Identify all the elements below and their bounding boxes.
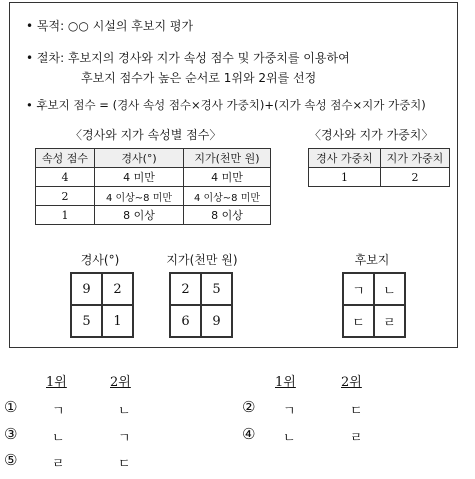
grid-cell: 5 bbox=[201, 273, 232, 305]
answer-header-first-left: 1위 bbox=[46, 375, 67, 390]
option-number: ① bbox=[4, 398, 18, 416]
weight-cell-price: 2 bbox=[381, 168, 450, 187]
grid-cell: ㄷ bbox=[343, 305, 374, 337]
weight-header-slope: 경사 가중치 bbox=[309, 149, 381, 168]
procedure-line-1: • 절차: 후보지의 경사와 지가 속성 점수 및 가중치를 이용하여 bbox=[26, 51, 350, 65]
option-number: ③ bbox=[4, 425, 18, 443]
answer-header-second-right: 2위 bbox=[341, 375, 362, 390]
grid-cell: 1 bbox=[102, 305, 133, 337]
option-second: ㄴ bbox=[118, 404, 131, 419]
grid-cell: ㄹ bbox=[374, 305, 405, 337]
score-cell: 4 미만 bbox=[184, 168, 271, 187]
score-header-price: 지가(천만 원) bbox=[184, 149, 271, 168]
option-number: ④ bbox=[242, 425, 256, 443]
site-grid-label: 후보지 bbox=[354, 253, 390, 267]
formula-line: • 후보지 점수 = (경사 속성 점수×경사 가중치)+(지가 속성 점수×지가 가중치) bbox=[26, 98, 426, 112]
site-grid bbox=[342, 272, 406, 338]
weight-table-caption: 〈경사와 지가 가중치〉 bbox=[309, 128, 434, 142]
grid-cell: ㄱ bbox=[343, 273, 374, 305]
score-header-slope: 경사(°) bbox=[95, 149, 184, 168]
option-first: ㄴ bbox=[283, 431, 296, 446]
option-second: ㄷ bbox=[350, 404, 363, 419]
score-table bbox=[35, 148, 271, 225]
grid-cell: ㄴ bbox=[374, 273, 405, 305]
answer-header-second-left: 2위 bbox=[110, 375, 131, 390]
price-grid-label: 지가(천만 원) bbox=[166, 253, 238, 267]
option-first: ㄱ bbox=[283, 404, 296, 419]
grid-cell: 6 bbox=[170, 305, 201, 337]
score-cell: 1 bbox=[36, 206, 95, 225]
answer-header-first-right: 1위 bbox=[275, 375, 296, 390]
score-cell: 2 bbox=[36, 187, 95, 206]
procedure-line-2: 후보지 점수가 높은 순서로 1위와 2위를 선정 bbox=[81, 71, 317, 85]
price-grid bbox=[169, 272, 233, 338]
option-second: ㄷ bbox=[118, 457, 131, 472]
grid-cell: 9 bbox=[201, 305, 232, 337]
option-second: ㄹ bbox=[350, 431, 363, 446]
option-first: ㄴ bbox=[52, 431, 65, 446]
option-number: ⑤ bbox=[4, 451, 18, 469]
grid-cell: 2 bbox=[170, 273, 201, 305]
score-cell: 4 이상~8 미만 bbox=[184, 187, 271, 206]
score-cell: 4 이상~8 미만 bbox=[95, 187, 184, 206]
slope-grid-label: 경사(°) bbox=[80, 253, 120, 267]
slope-grid bbox=[70, 272, 134, 338]
option-first: ㄱ bbox=[52, 404, 65, 419]
option-number: ② bbox=[242, 398, 256, 416]
purpose-line: • 목적: ○○ 시설의 후보지 평가 bbox=[26, 19, 194, 33]
score-header-score: 속성 점수 bbox=[36, 149, 95, 168]
score-cell: 8 이상 bbox=[95, 206, 184, 225]
score-table-caption: 〈경사와 지가 속성별 점수〉 bbox=[70, 128, 222, 142]
grid-cell: 2 bbox=[102, 273, 133, 305]
weight-cell-slope: 1 bbox=[309, 168, 381, 187]
option-first: ㄹ bbox=[52, 457, 65, 472]
grid-cell: 5 bbox=[71, 305, 102, 337]
weight-table bbox=[308, 148, 450, 187]
grid-cell: 9 bbox=[71, 273, 102, 305]
option-second: ㄱ bbox=[118, 431, 131, 446]
score-cell: 4 bbox=[36, 168, 95, 187]
weight-header-price: 지가 가중치 bbox=[381, 149, 450, 168]
score-cell: 4 미만 bbox=[95, 168, 184, 187]
score-cell: 8 이상 bbox=[184, 206, 271, 225]
